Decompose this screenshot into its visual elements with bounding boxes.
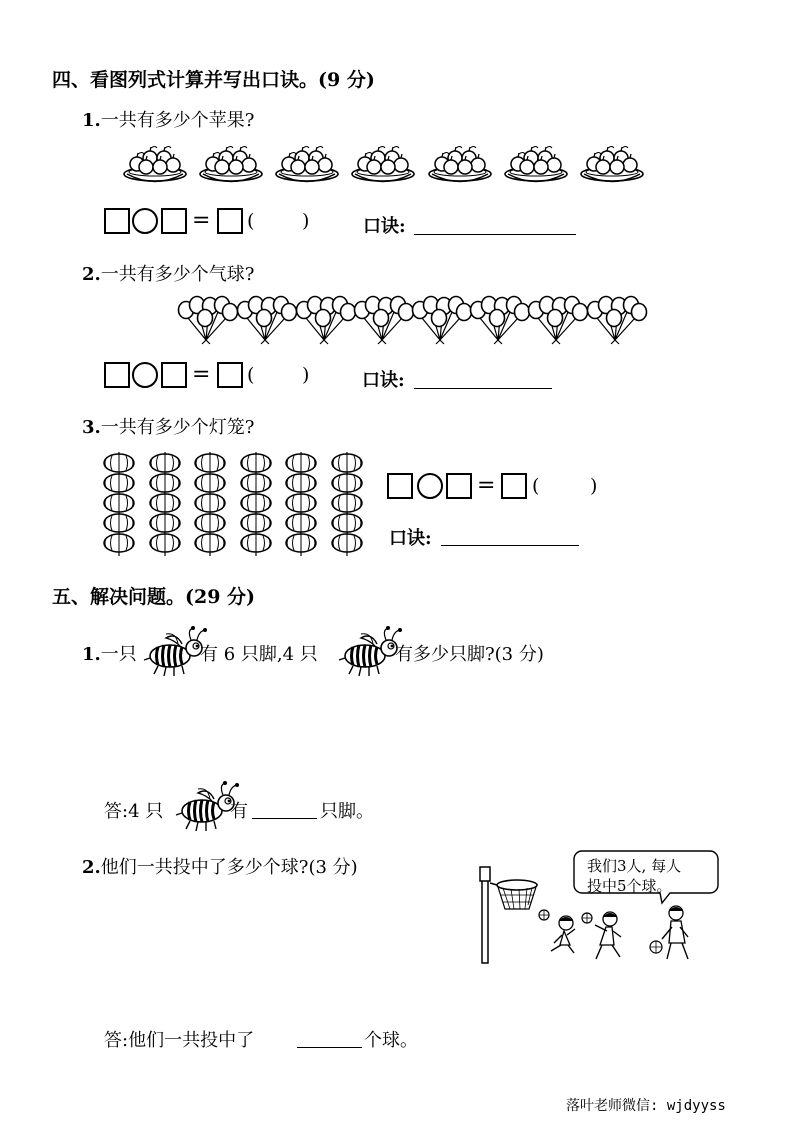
q5-2-prompt bbox=[82, 853, 358, 879]
answer-box[interactable] bbox=[104, 208, 130, 234]
question-number: 1. bbox=[82, 644, 101, 665]
speech-bubble-line-1: 我们3人, 每人 bbox=[587, 857, 682, 875]
answer-box[interactable] bbox=[501, 473, 527, 499]
mnemonic-label: 口诀: bbox=[362, 370, 405, 391]
paren-open: ( bbox=[247, 364, 255, 386]
answer-box[interactable] bbox=[387, 473, 413, 499]
question-number: 3. bbox=[82, 417, 101, 438]
answer-suffix: 个球。 bbox=[364, 1030, 418, 1051]
mnemonic-label: 口诀: bbox=[389, 528, 432, 549]
q4-3-prompt bbox=[82, 413, 254, 439]
answer-box[interactable] bbox=[104, 362, 130, 388]
question-text: 一共有多少个灯笼? bbox=[100, 417, 255, 438]
operator-circle[interactable] bbox=[417, 473, 443, 499]
apple-plate-icon bbox=[351, 147, 417, 189]
lantern-string-icon bbox=[194, 452, 226, 560]
balloon-bunch-icon bbox=[178, 296, 238, 346]
mnemonic-label: 口诀: bbox=[363, 216, 406, 237]
speech-bubble-line-2: 投中5个球。 bbox=[587, 877, 672, 895]
lantern-string-icon bbox=[149, 452, 181, 560]
section-5-title: 五、解决问题。(29 分) bbox=[52, 586, 256, 608]
watermark: 落叶老师微信: wjdyyss bbox=[566, 1098, 726, 1114]
lantern-string-icon bbox=[240, 452, 272, 560]
answer-prefix: 答:他们一共投中了 bbox=[104, 1030, 255, 1051]
answer-mid: 有 bbox=[230, 801, 248, 822]
answer-prefix: 答:4 只 bbox=[104, 801, 164, 822]
answer-box[interactable] bbox=[161, 208, 187, 234]
apple-plate-icon bbox=[504, 147, 570, 189]
question-number: 2. bbox=[82, 857, 101, 878]
question-number: 1. bbox=[82, 110, 101, 131]
equals-sign: = bbox=[477, 473, 496, 498]
question-text-part: 有多少只脚?(3 分) bbox=[395, 644, 544, 665]
paren-open: ( bbox=[532, 475, 540, 497]
balloon-bunch-icon bbox=[237, 296, 297, 346]
balloon-bunch-icon bbox=[528, 296, 588, 346]
answer-box[interactable] bbox=[217, 208, 243, 234]
apple-plate-icon bbox=[199, 147, 265, 189]
paren-close: ) bbox=[590, 475, 598, 497]
apple-plate-icon bbox=[428, 147, 494, 189]
apple-plate-icon bbox=[275, 147, 341, 189]
operator-circle[interactable] bbox=[132, 362, 158, 388]
bee-icon bbox=[148, 634, 206, 678]
paren-close: ) bbox=[302, 364, 310, 386]
answer-blank[interactable] bbox=[297, 1047, 362, 1048]
answer-blank[interactable] bbox=[252, 818, 317, 819]
question-text: 他们一共投中了多少个球?(3 分) bbox=[100, 857, 358, 878]
lantern-string-icon bbox=[331, 452, 363, 560]
mnemonic-answer-line[interactable] bbox=[414, 234, 576, 235]
balloon-bunch-icon bbox=[470, 296, 530, 346]
question-text: 一共有多少个苹果? bbox=[100, 110, 255, 131]
answer-box[interactable] bbox=[161, 362, 187, 388]
lantern-string-icon bbox=[103, 452, 135, 560]
answer-suffix: 只脚。 bbox=[320, 801, 374, 822]
question-number: 2. bbox=[82, 264, 101, 285]
q4-2-prompt bbox=[82, 260, 254, 286]
paren-close: ) bbox=[302, 210, 310, 232]
operator-circle[interactable] bbox=[132, 208, 158, 234]
balloon-bunch-icon bbox=[587, 296, 647, 346]
paren-open: ( bbox=[247, 210, 255, 232]
question-text: 一共有多少个气球? bbox=[100, 264, 255, 285]
balloon-bunch-icon bbox=[412, 296, 472, 346]
question-text-part: 一只 bbox=[100, 644, 137, 665]
balloon-bunch-icon bbox=[354, 296, 414, 346]
apple-plate-icon bbox=[123, 147, 189, 189]
apple-plate-icon bbox=[580, 147, 646, 189]
section-4-title: 四、看图列式计算并写出口诀。(9 分) bbox=[52, 69, 375, 91]
equals-sign: = bbox=[192, 208, 211, 233]
answer-box[interactable] bbox=[217, 362, 243, 388]
mnemonic-answer-line[interactable] bbox=[414, 388, 552, 389]
lantern-string-icon bbox=[285, 452, 317, 560]
question-text-part: 有 6 只脚,4 只 bbox=[200, 644, 318, 665]
equals-sign: = bbox=[192, 362, 211, 387]
q4-1-prompt bbox=[82, 106, 254, 132]
mnemonic-answer-line[interactable] bbox=[441, 545, 579, 546]
balloon-bunch-icon bbox=[296, 296, 356, 346]
answer-box[interactable] bbox=[446, 473, 472, 499]
bee-icon bbox=[343, 634, 401, 678]
